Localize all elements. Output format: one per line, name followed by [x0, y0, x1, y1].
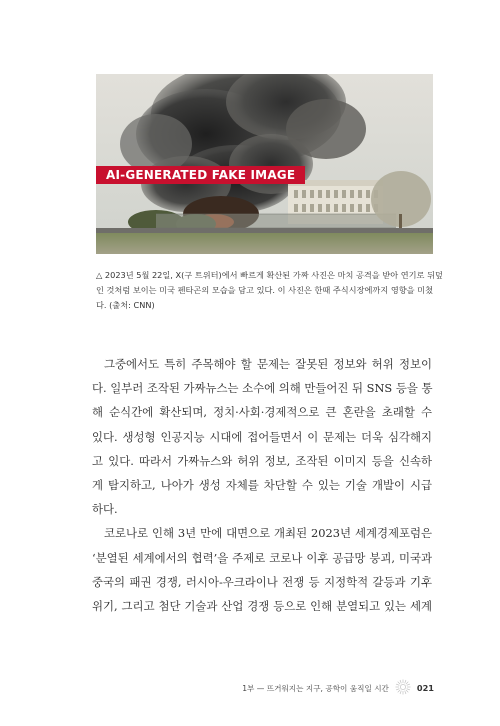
- text-line: 그중에서도 특히 주목해야 할 문제는 잘못된 정보와 허위 정보이: [104, 357, 432, 371]
- body-text: [92, 352, 432, 618]
- page-number: 021: [416, 683, 434, 693]
- text-line: 위기, 그리고 첨단 기술과 산업 경쟁 등으로 인해 분열되고 있는 세계: [92, 599, 432, 614]
- text-line: 해 순식간에 확산되며, 정치·사회·경제적으로 큰 혼란을 초래할 수: [92, 405, 432, 420]
- running-title: 1부 — 뜨거워지는 지구, 공학이 움직일 시간: [242, 683, 389, 693]
- pentagon-smoke-image: [96, 74, 433, 254]
- paragraph-1: [92, 352, 432, 521]
- paragraph-2: [92, 521, 432, 618]
- text-line: 코로나로 인해 3년 만에 대면으로 개최된 2023년 세계경제포럼은: [104, 526, 432, 541]
- fake-image-banner: AI-GENERATED FAKE IMAGE: [96, 166, 305, 184]
- photo-caption: [96, 268, 443, 313]
- page-footer: [242, 679, 434, 697]
- text-line: 있다. 생성형 인공지능 시대에 접어들면서 이 문제는 더욱 심각해지: [92, 429, 432, 444]
- caption-line: 다. (출처: CNN): [96, 300, 155, 310]
- text-line: 다. 일부러 조작된 가짜뉴스는 소수에 의해 만들어진 뒤 SNS 등을 통: [92, 381, 433, 396]
- text-line: 하다.: [92, 502, 118, 517]
- text-line: 고 있다. 따라서 가짜뉴스와 허위 정보, 조작된 이미지 등을 신속하: [92, 453, 432, 468]
- article-photo: [96, 74, 433, 254]
- text-line: 중국의 패권 경쟁, 러시아-우크라이나 전쟁 등 지정학적 갈등과 기후: [92, 574, 432, 589]
- text-line: 게 탐지하고, 나아가 생성 자체를 차단할 수 있는 기술 개발이 시급: [92, 478, 432, 493]
- caption-line: △ 2023년 5월 22일, X(구 트위터)에서 빠르게 확산된 가짜 사진은 마치 공격을 받아 연기로 뒤덮: [96, 270, 443, 280]
- text-line: ‘분열된 세계에서의 협력’을 주제로 코로나 이후 공급망 붕괴, 미국과: [92, 550, 432, 565]
- sunburst-icon: [395, 679, 411, 697]
- caption-line: 인 것처럼 보이는 미국 펜타곤의 모습을 담고 있다. 이 사진은 한때 주식시장에까지 영향을 미쳤: [96, 285, 433, 295]
